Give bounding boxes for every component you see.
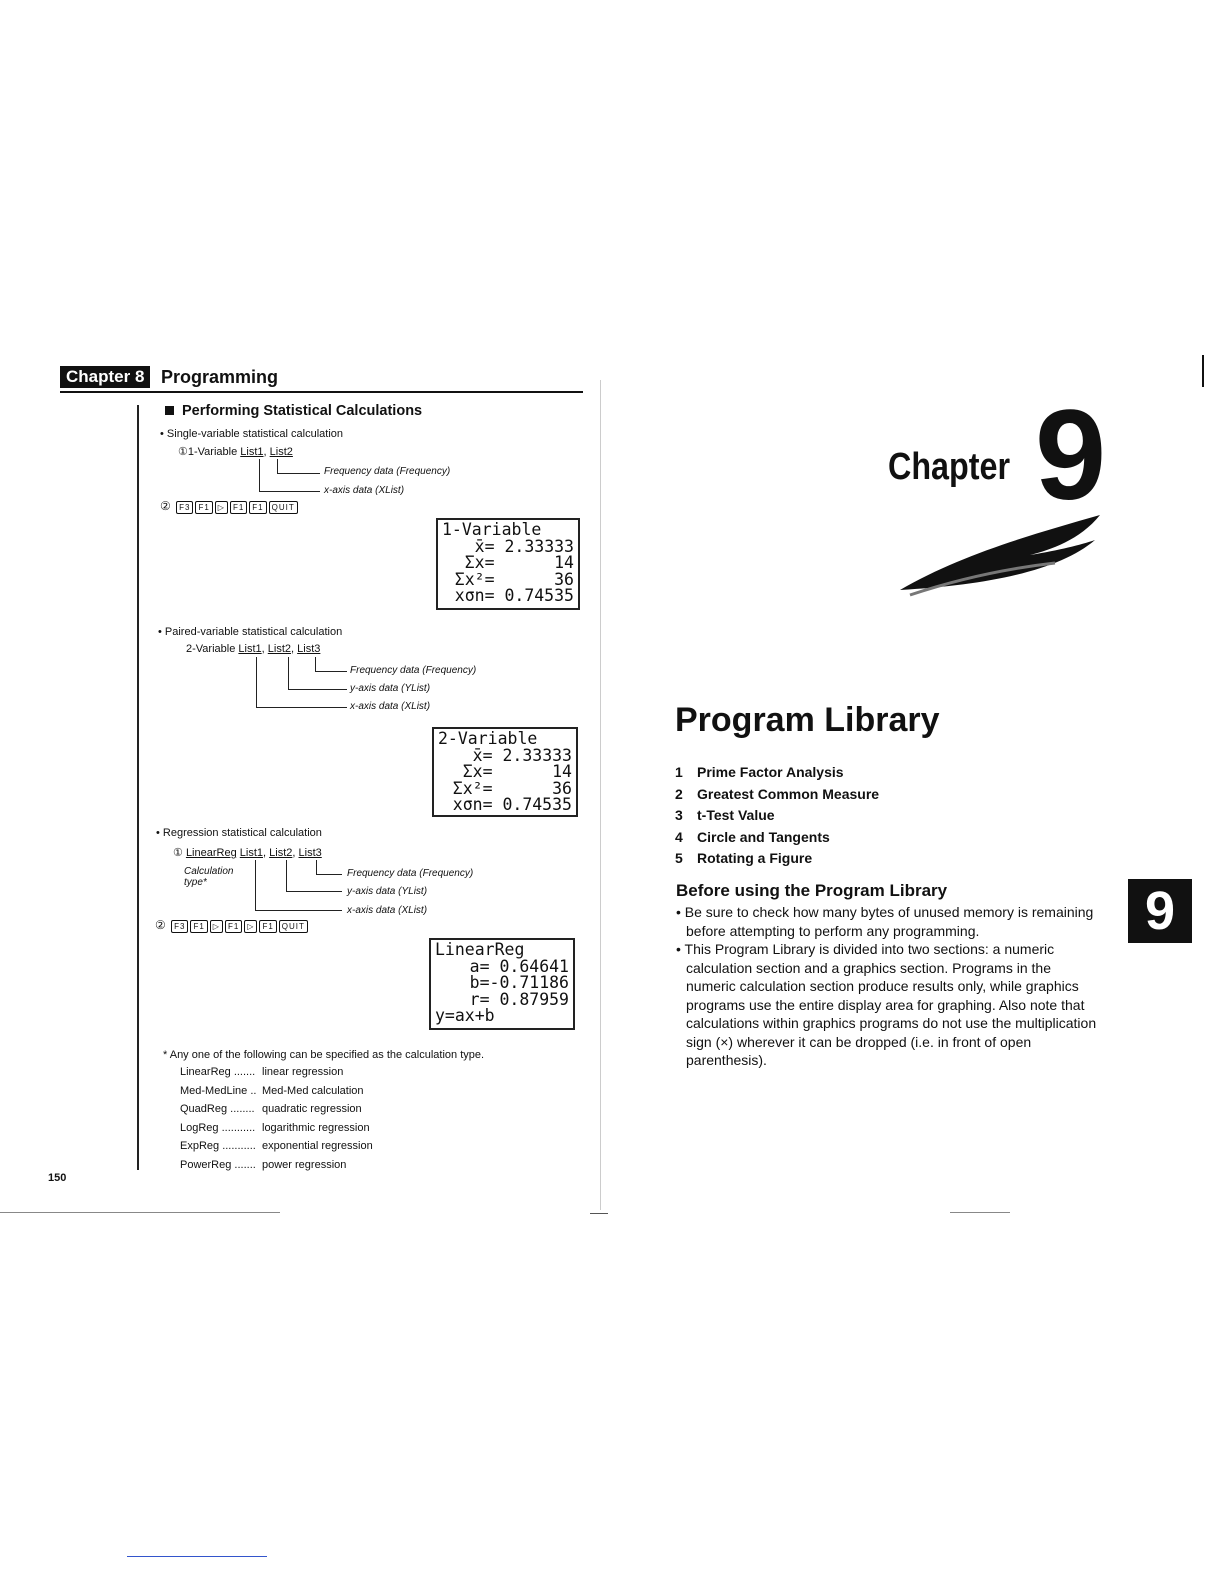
key-quit: QUIT — [269, 501, 298, 514]
bullet-item: • Be sure to check how many bytes of unused memory is remaining before attempting to perform any programming. — [676, 904, 1094, 939]
calc-type-footnote: * Any one of the following can be specified as the calculation type. — [163, 1049, 485, 1061]
single-keys — [160, 499, 300, 514]
step-marker: ① — [173, 847, 183, 859]
item-title: Rotating a Figure — [697, 850, 813, 866]
screen-line: y=ax+b — [435, 1006, 495, 1025]
step-marker: ① — [178, 446, 188, 458]
table-row — [180, 1100, 373, 1119]
screen-line: r= 0.87959 — [469, 989, 569, 1009]
single-screen — [436, 518, 580, 610]
regression-ann-x: x-axis data (XList) — [347, 905, 428, 916]
bullet-item: • This Program Library is divided into two sections: a numeric calculation section and a graphics section. Programs in the numeric calculation section produce results only, while graphics programs use the entire display area for graphing. Also note that calculations within graphics programs do not use the multiplication sign (×) wherever it can be dropped (i.e. in front of open parenthesis). — [676, 941, 1097, 1068]
freq-bracket — [315, 657, 347, 672]
intro-bullets — [676, 903, 1098, 1070]
paired-bullet: • Paired-variable statistical calculation — [158, 626, 343, 638]
paired-command: 2-Variable List1, List2, List3 — [186, 643, 321, 655]
regression-bullet: • Regression statistical calculation — [156, 827, 322, 839]
single-ann-x: x-axis data (XList) — [324, 485, 405, 496]
chapter-word: Chapter — [888, 446, 1011, 488]
table-row — [180, 1082, 373, 1101]
command-prefix: 1-Variable — [187, 446, 241, 458]
item-number: 1 — [675, 764, 683, 780]
calc-type-table — [180, 1063, 373, 1174]
key-f3: F3 — [176, 501, 193, 514]
step-marker: ② — [155, 918, 167, 932]
regression-ann-y: y-axis data (YList) — [347, 886, 428, 897]
scan-edge-line — [127, 1556, 267, 1557]
screen-line: a= 0.64641 — [469, 956, 569, 976]
key-f1: F1 — [259, 920, 276, 933]
item-number: 3 — [675, 807, 683, 823]
type-desc: exponential regression — [262, 1140, 373, 1152]
page-edge-mark — [1202, 355, 1204, 387]
table-row — [180, 1156, 373, 1175]
screen-line: LinearReg — [435, 940, 525, 959]
list1-arg: List1 — [238, 643, 262, 655]
screen-line: xσn= 0.74535 — [454, 586, 574, 605]
type-name: PowerReg ....... — [180, 1158, 256, 1171]
item-title: Circle and Tangents — [697, 828, 830, 845]
list2-arg: List2 — [269, 847, 293, 859]
screen-line: b=-0.71186 — [469, 973, 569, 992]
item-number: 2 — [675, 785, 683, 802]
key-next: ▷ — [215, 501, 228, 514]
section-heading: Before using the Program Library — [676, 881, 948, 900]
screen-line: Σx= 14 — [462, 762, 572, 781]
single-ann-freq: Frequency data (Frequency) — [324, 466, 451, 477]
key-next: ▷ — [244, 920, 257, 933]
list1-arg: List1 — [240, 446, 264, 458]
item-title: Prime Factor Analysis — [697, 764, 844, 780]
list-item — [675, 762, 879, 784]
calc-type-arg: LinearReg — [185, 847, 237, 859]
type-name: ExpReg ........... — [180, 1140, 256, 1152]
step-marker: ② — [160, 499, 172, 513]
type-desc: Med-Med calculation — [262, 1084, 364, 1097]
paired-ann-y: y-axis data (YList) — [350, 683, 431, 694]
list1-arg: List1 — [239, 847, 264, 859]
list-item — [675, 827, 879, 849]
calc-type-label: Calculation type* — [184, 866, 234, 888]
paired-ann-freq: Frequency data (Frequency) — [350, 665, 477, 676]
type-name: LogReg ........... — [180, 1121, 256, 1134]
list-item — [675, 848, 879, 870]
list2-arg: List2 — [269, 446, 293, 458]
screen-line: Σx= 14 — [464, 553, 574, 572]
item-title: t-Test Value — [697, 807, 775, 823]
key-quit: QUIT — [279, 920, 308, 933]
single-command — [178, 445, 293, 458]
chapter-badge: Chapter 8 — [60, 366, 150, 388]
chapter-number: 9 — [1035, 384, 1107, 527]
item-number: 4 — [675, 828, 683, 845]
screen-line: Σx²= 36 — [452, 778, 572, 798]
margin-rule — [137, 405, 139, 1170]
list2-arg: List2 — [267, 643, 292, 655]
command-prefix: 2-Variable — [186, 643, 239, 655]
key-f1: F1 — [249, 501, 266, 514]
chapter-tab: 9 — [1128, 879, 1192, 943]
list-item — [675, 805, 879, 827]
key-f1: F1 — [230, 501, 247, 514]
screen-line: Σx²= 36 — [454, 569, 574, 589]
page-title: Program Library — [675, 701, 940, 739]
page-bottom-rule — [950, 1212, 1010, 1213]
spine-bottom-mark — [590, 1213, 608, 1214]
contents-list — [675, 762, 879, 870]
type-name: QuadReg ........ — [180, 1103, 255, 1115]
separator: , — [263, 446, 270, 458]
screen-line: x̄= 2.33333 — [472, 745, 572, 765]
table-row — [180, 1063, 373, 1082]
type-desc: quadratic regression — [262, 1103, 362, 1115]
screen-line: 2-Variable — [438, 729, 538, 748]
type-name: LinearReg ....... — [180, 1066, 256, 1078]
type-desc: linear regression — [262, 1066, 344, 1078]
chapter-title: Programming — [161, 367, 279, 387]
type-name: Med-MedLine .. — [180, 1084, 257, 1097]
page-number: 150 — [48, 1172, 67, 1184]
item-number: 5 — [675, 850, 683, 866]
key-f3: F3 — [171, 920, 188, 933]
table-row — [180, 1119, 373, 1138]
list-item — [675, 784, 879, 806]
screen-line: 1-Variable — [442, 520, 542, 539]
regression-command: ① LinearReg List1, List2, List3 — [173, 847, 322, 859]
list3-arg: List3 — [298, 847, 322, 859]
page-spine — [600, 380, 601, 1210]
screen-line: x̄= 2.33333 — [474, 536, 574, 556]
paired-ann-x: x-axis data (XList) — [350, 701, 431, 712]
page-bottom-rule — [0, 1212, 280, 1213]
type-desc: power regression — [262, 1158, 347, 1171]
list3-arg: List3 — [297, 643, 321, 655]
regression-screen — [429, 938, 575, 1030]
section-title: Performing Statistical Calculations — [165, 403, 422, 419]
item-title: Greatest Common Measure — [697, 785, 880, 802]
key-f1: F1 — [225, 920, 242, 933]
single-bullet: • Single-variable statistical calculation — [160, 428, 343, 440]
key-f1: F1 — [195, 501, 212, 514]
key-f1: F1 — [190, 920, 207, 933]
key-next: ▷ — [210, 920, 223, 933]
screen-line: xσn= 0.74535 — [452, 795, 572, 814]
type-desc: logarithmic regression — [262, 1121, 370, 1134]
header-rule — [60, 391, 583, 393]
regression-ann-freq: Frequency data (Frequency) — [347, 868, 474, 879]
table-row — [180, 1137, 373, 1156]
paired-screen — [432, 727, 578, 817]
regression-keys — [155, 918, 310, 933]
freq-bracket — [316, 860, 342, 875]
freq-bracket — [277, 459, 320, 474]
